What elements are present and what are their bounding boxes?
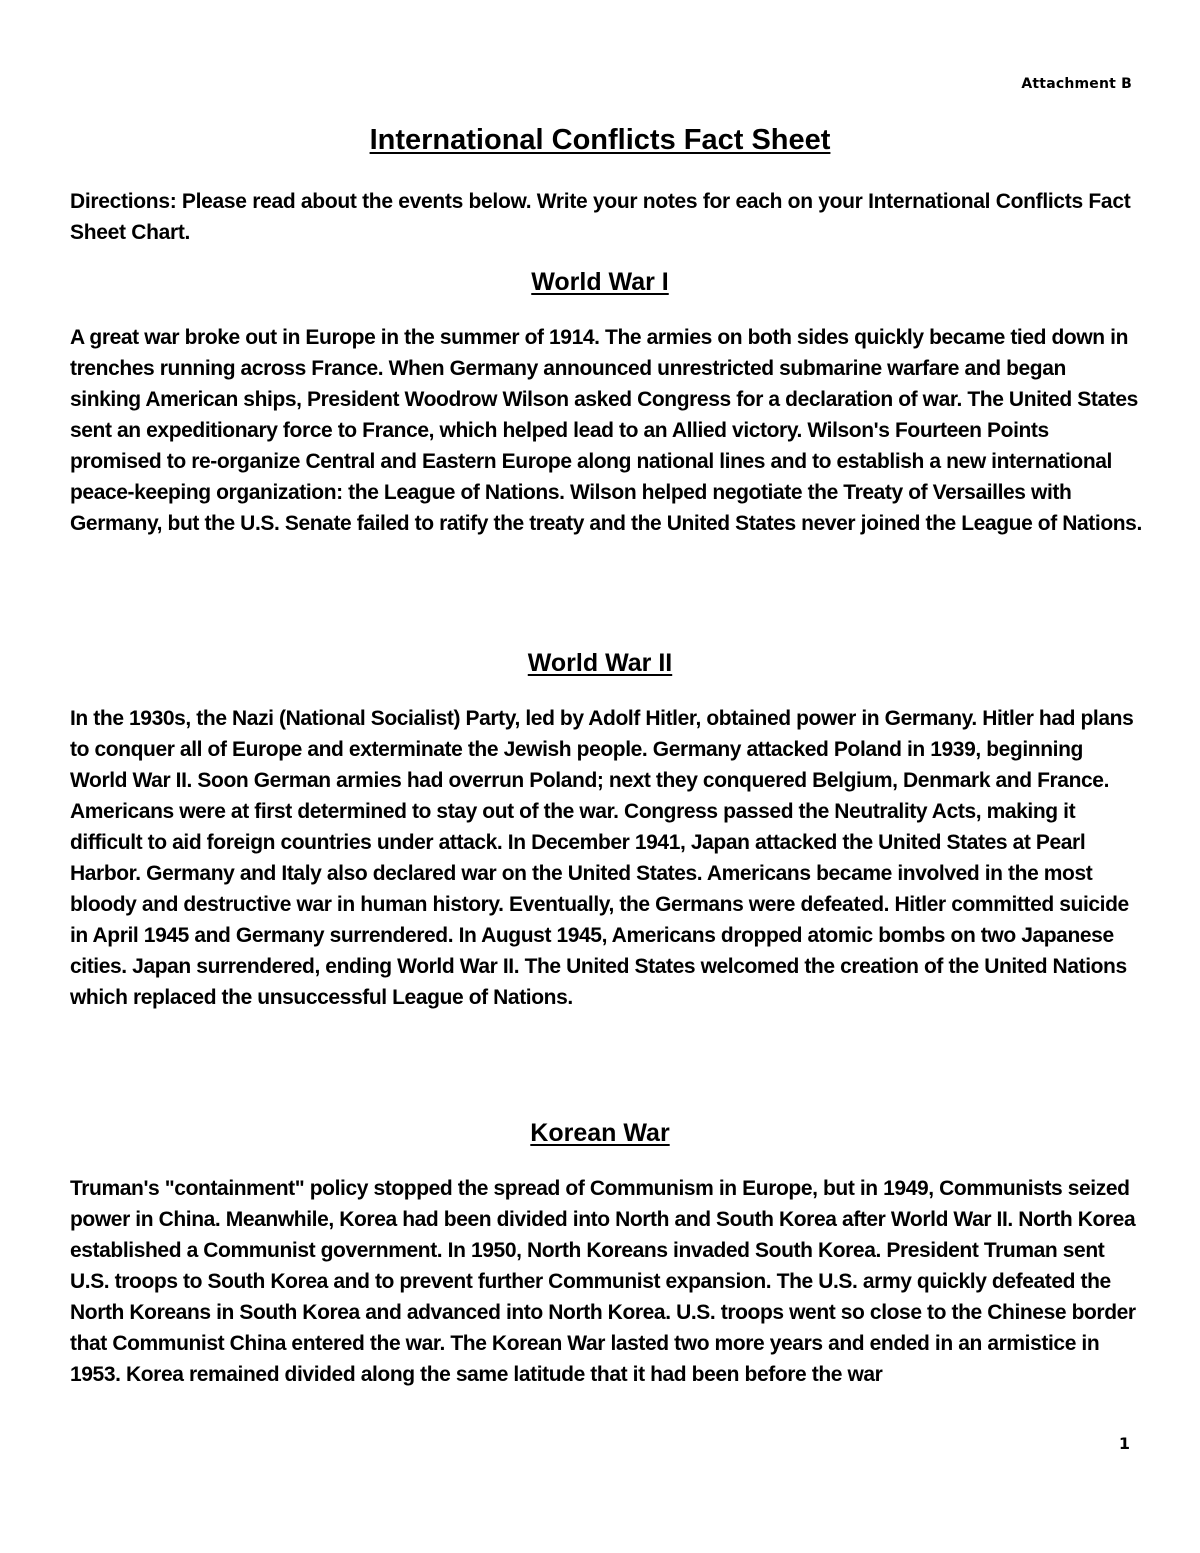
section-heading-world-war-2: World War II <box>527 649 673 677</box>
section-heading-world-war-1: World War I <box>531 268 669 296</box>
attachment-label: Attachment B <box>1021 76 1132 92</box>
directions-text: Directions: Please read about the events below. Write your notes for each on your International Conflicts Fact Sheet Chart. <box>70 190 1131 244</box>
section-body-world-war-2: In the 1930s, the Nazi (National Socialist) Party, led by Adolf Hitler, obtained power in Germany. Hitler had plans to conquer all of Europe and exterminate the Jewish people. Germany attacked Poland in 1939, beginning World War II. Soon German armies had overrun Poland; next they conquered Belgium, Denmark and France. Americans were at first determined to stay out of the war. Congress passed the Neutrality Acts, making it difficult to aid foreign countries under attack. In December 1941, Japan attacked the United States at Pearl Harbor. Germany and Italy also declared war on the United States. Americans became involved in the most bloody and destructive war in human history. Eventually, the Germans were defeated. Hitler committed suicide in April 1945 and Germany surrendered. In August 1945, Americans dropped atomic bombs on two Japanese cities. Japan surrendered, ending World War II. The United States welcomed the creation of the United Nations which replaced the unsuccessful League of Nations. <box>70 707 1134 1009</box>
section-body-korean-war: Truman's "containment" policy stopped the spread of Communism in Europe, but in 1949, Communists seized power in China. Meanwhile, Korea had been divided into North and South Korea after World War II. North Korea established a Communist government. In 1950, North Koreans invaded South Korea. President Truman sent U.S. troops to South Korea and to prevent further Communist expansion. The U.S. army quickly defeated the North Koreans in South Korea and advanced into North Korea. U.S. troops went so close to the Chinese border that Communist China entered the war. The Korean War lasted two more years and ended in an armistice in 1953. Korea remained divided along the same latitude that it had been before the war <box>70 1177 1136 1386</box>
page-number: 1 <box>1118 1434 1130 1453</box>
section-body-world-war-1: A great war broke out in Europe in the summer of 1914. The armies on both sides quickly became tied down in trenches running across France. When Germany announced unrestricted submarine warfare and began sinking American ships, President Woodrow Wilson asked Congress for a declaration of war. The United States sent an expeditionary force to France, which helped lead to an Allied victory. Wilson's Fourteen Points promised to re-organize Central and Eastern Europe along national lines and to establish a new international peace-keeping organization: the League of Nations. Wilson helped negotiate the Treaty of Versailles with Germany, but the U.S. Senate failed to ratify the treaty and the United States never joined the League of Nations. <box>70 326 1142 535</box>
section-heading-korean-war: Korean War <box>530 1119 670 1147</box>
page-title: International Conflicts Fact Sheet <box>369 124 831 156</box>
